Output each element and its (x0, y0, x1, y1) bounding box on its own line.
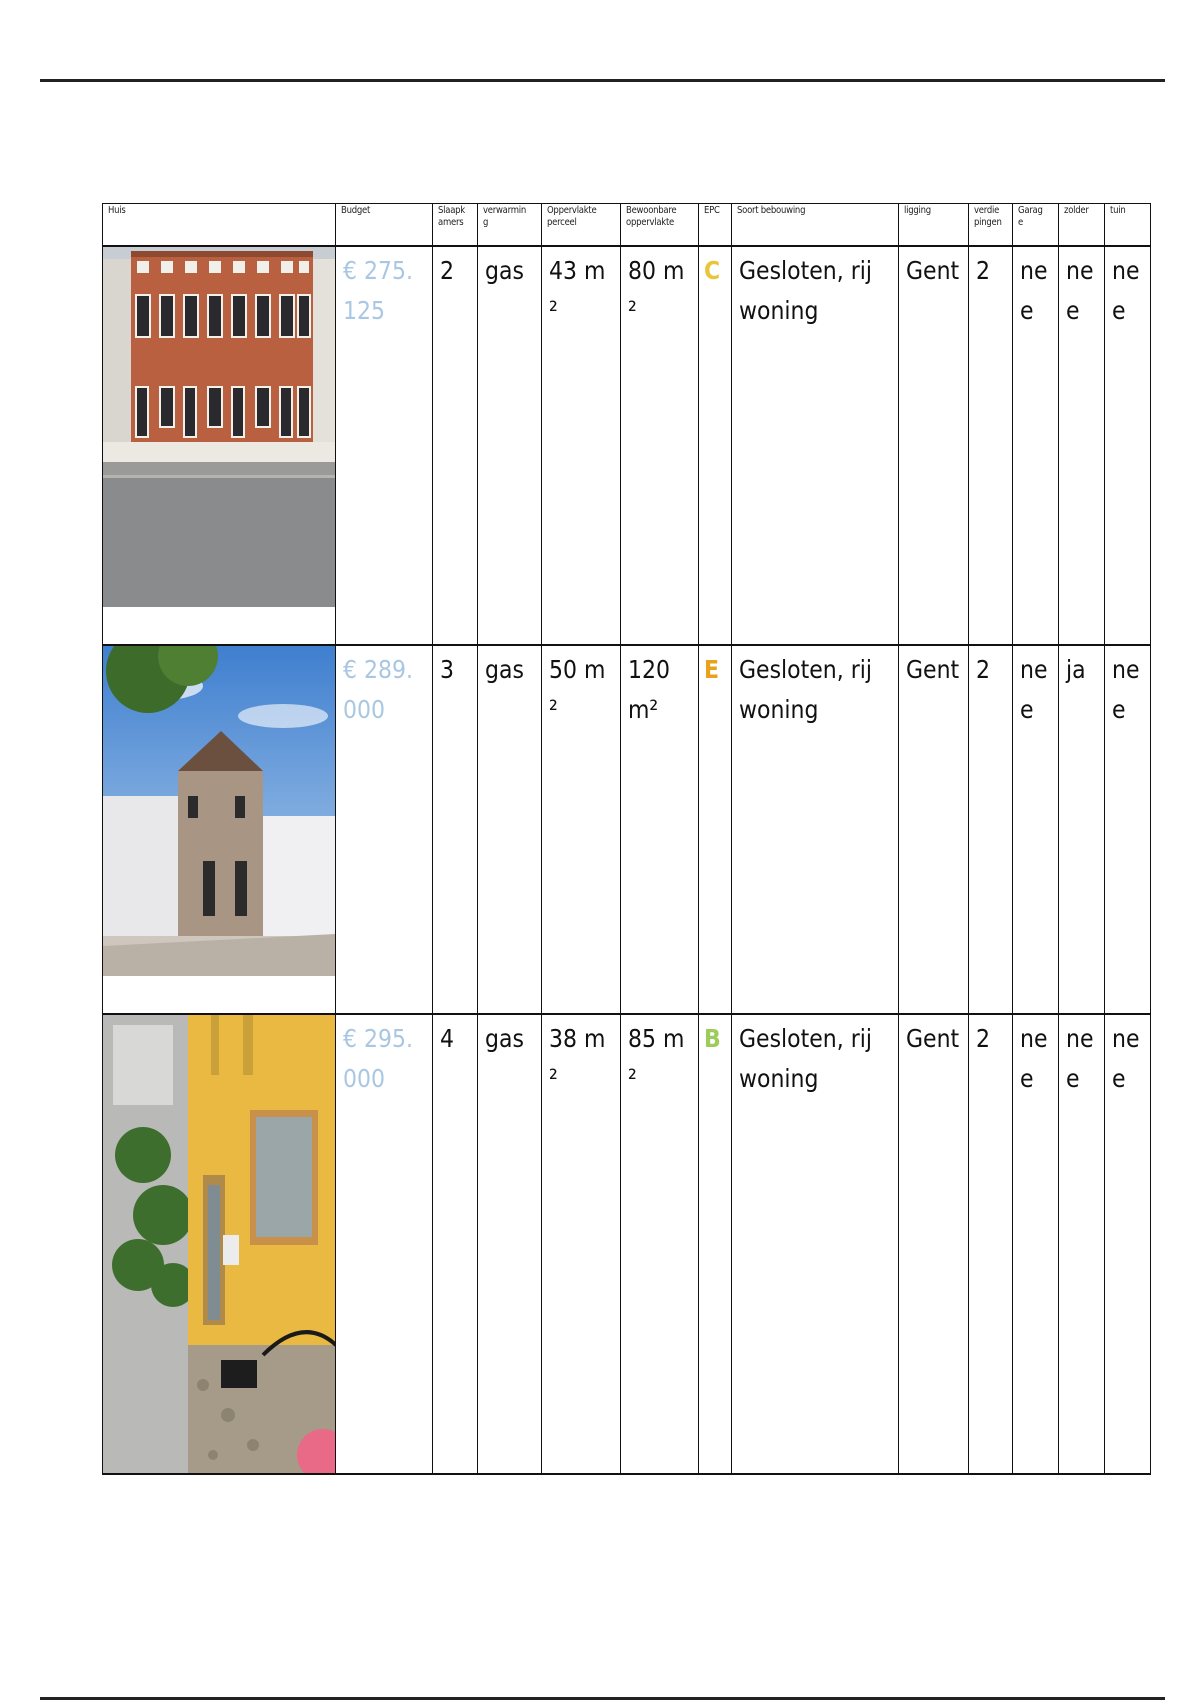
col-bewoonbaar: Bewoonbare oppervlakte (621, 204, 699, 247)
slaapkamers-cell: 2 (433, 246, 478, 645)
zolder-cell: nee (1059, 1014, 1105, 1474)
epc-cell (699, 645, 732, 1014)
slaapkamers-cell: 3 (433, 645, 478, 1014)
tuin-cell: nee (1105, 246, 1151, 645)
tuin-cell: nee (1105, 645, 1151, 1014)
epc-label: B (704, 1024, 721, 1053)
budget-cell: € 295.000 (336, 1014, 433, 1474)
zolder-cell: ja (1059, 645, 1105, 1014)
garage-cell: nee (1013, 246, 1059, 645)
tuin-cell: nee (1105, 1014, 1151, 1474)
oppervlakte-cell: 50 m² (542, 645, 621, 1014)
house-photo-cell (103, 1014, 336, 1474)
col-budget: Budget (336, 204, 433, 247)
epc-label: C (704, 256, 721, 285)
bewoonbaar-cell: 120 m² (621, 645, 699, 1014)
table-row (103, 246, 1151, 645)
slaapkamers-cell: 4 (433, 1014, 478, 1474)
corner-house-photo (103, 646, 336, 976)
col-oppervlakte: Oppervlakte perceel (542, 204, 621, 247)
yellow-house-photo (103, 1015, 336, 1473)
terraced-houses-photo (103, 247, 336, 607)
oppervlakte-cell: 43 m² (542, 246, 621, 645)
epc-cell (699, 246, 732, 645)
house-photo-cell (103, 246, 336, 645)
ligging-cell: Gent (899, 645, 969, 1014)
col-garage: Garag e (1013, 204, 1059, 247)
bewoonbaar-cell: 80 m² (621, 246, 699, 645)
oppervlakte-cell: 38 m² (542, 1014, 621, 1474)
budget-cell: € 289.000 (336, 645, 433, 1014)
col-slaapkamers: Slaapk amers (433, 204, 478, 247)
garage-cell: nee (1013, 1014, 1059, 1474)
ligging-cell: Gent (899, 246, 969, 645)
col-soort: Soort bebouwing (732, 204, 899, 247)
col-ligging: ligging (899, 204, 969, 247)
zolder-cell: nee (1059, 246, 1105, 645)
budget-cell: € 275.125 (336, 246, 433, 645)
verdiepingen-cell: 2 (969, 246, 1013, 645)
col-zolder: zolder (1059, 204, 1105, 247)
header-rule (40, 79, 1165, 82)
verdiepingen-cell: 2 (969, 1014, 1013, 1474)
col-epc: EPC (699, 204, 732, 247)
ligging-cell: Gent (899, 1014, 969, 1474)
col-tuin: tuin (1105, 204, 1151, 247)
header-row (103, 204, 1151, 247)
verwarming-cell: gas (478, 246, 542, 645)
bewoonbaar-cell: 85 m² (621, 1014, 699, 1474)
verdiepingen-cell: 2 (969, 645, 1013, 1014)
epc-cell (699, 1014, 732, 1474)
soort-cell: Gesloten, rijwoning (732, 246, 899, 645)
verwarming-cell: gas (478, 1014, 542, 1474)
soort-cell: Gesloten, rijwoning (732, 645, 899, 1014)
col-verdiepingen: verdie pingen (969, 204, 1013, 247)
soort-cell: Gesloten, rijwoning (732, 1014, 899, 1474)
garage-cell: nee (1013, 645, 1059, 1014)
table-row (103, 1014, 1151, 1474)
col-verwarming: verwarmin g (478, 204, 542, 247)
col-huis: Huis (103, 204, 336, 247)
epc-label: E (704, 655, 720, 684)
house-listing-table (102, 203, 1151, 1475)
verwarming-cell: gas (478, 645, 542, 1014)
house-photo-cell (103, 645, 336, 1014)
table-row (103, 645, 1151, 1014)
